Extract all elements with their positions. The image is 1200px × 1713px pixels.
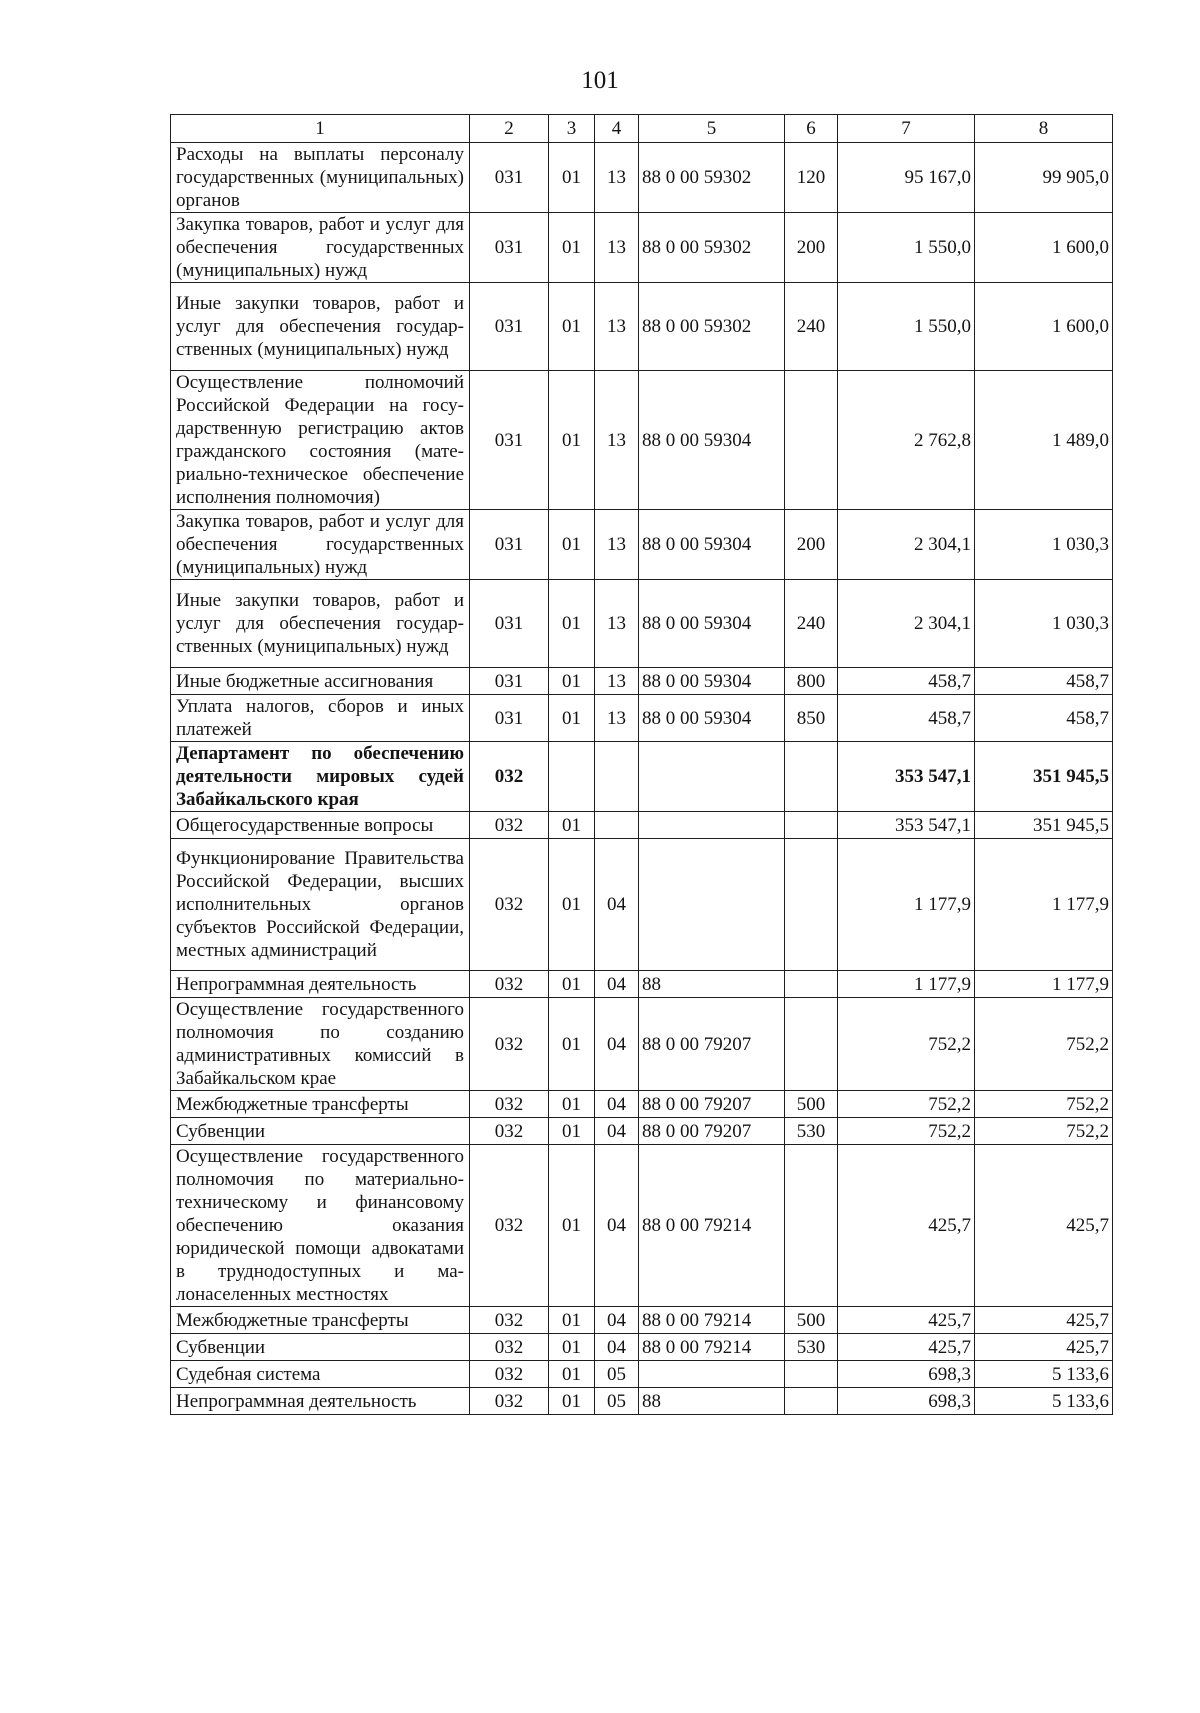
row-code-3-cell: 01 xyxy=(549,580,595,668)
table-row xyxy=(171,580,1113,668)
row-code-5-cell: 88 0 00 59302 xyxy=(639,283,785,371)
header-col-2: 2 xyxy=(470,115,549,143)
row-code-6-cell xyxy=(785,839,838,971)
row-amount-7-cell: 2 762,8 xyxy=(838,371,975,510)
table-row xyxy=(171,213,1113,283)
table-row xyxy=(171,1307,1113,1334)
row-code-6-cell: 120 xyxy=(785,143,838,213)
row-code-6-cell: 530 xyxy=(785,1334,838,1361)
row-code-4-cell: 05 xyxy=(595,1388,639,1415)
row-name-cell: Межбюджетные трансферты xyxy=(171,1307,470,1334)
table-row xyxy=(171,668,1113,695)
table-row xyxy=(171,1145,1113,1307)
row-code-2-cell: 032 xyxy=(470,1334,549,1361)
row-code-5-cell xyxy=(639,742,785,812)
row-amount-8-cell: 425,7 xyxy=(975,1145,1113,1307)
row-code-5-cell: 88 0 00 59304 xyxy=(639,510,785,580)
row-code-3-cell: 01 xyxy=(549,695,595,742)
row-amount-7-cell: 1 550,0 xyxy=(838,213,975,283)
row-amount-7-cell: 1 177,9 xyxy=(838,839,975,971)
row-name-cell: Департамент по обеспечению деятельности мировых судей Забайкальского края xyxy=(171,742,470,812)
row-code-6-cell: 500 xyxy=(785,1091,838,1118)
row-code-5-cell xyxy=(639,1361,785,1388)
row-code-6-cell xyxy=(785,998,838,1091)
row-code-4-cell: 04 xyxy=(595,1091,639,1118)
row-code-2-cell: 031 xyxy=(470,371,549,510)
row-code-6-cell: 200 xyxy=(785,510,838,580)
row-amount-8-cell: 752,2 xyxy=(975,998,1113,1091)
row-amount-8-cell: 752,2 xyxy=(975,1118,1113,1145)
header-col-4: 4 xyxy=(595,115,639,143)
row-code-2-cell: 032 xyxy=(470,839,549,971)
row-code-6-cell xyxy=(785,812,838,839)
row-name-cell: Межбюджетные трансферты xyxy=(171,1091,470,1118)
table-row xyxy=(171,971,1113,998)
row-name-cell: Уплата налогов, сборов и иных платежей xyxy=(171,695,470,742)
row-amount-7-cell: 425,7 xyxy=(838,1145,975,1307)
row-name-cell: Расходы на выплаты персоналу государственных (муниципальных) органов xyxy=(171,143,470,213)
row-code-4-cell: 05 xyxy=(595,1361,639,1388)
row-code-5-cell: 88 0 00 79207 xyxy=(639,1091,785,1118)
row-amount-7-cell: 425,7 xyxy=(838,1334,975,1361)
row-code-3-cell: 01 xyxy=(549,1118,595,1145)
table-row xyxy=(171,998,1113,1091)
row-code-6-cell: 240 xyxy=(785,283,838,371)
row-code-4-cell: 13 xyxy=(595,143,639,213)
row-code-2-cell: 031 xyxy=(470,695,549,742)
row-code-5-cell: 88 0 00 59304 xyxy=(639,695,785,742)
row-code-6-cell: 240 xyxy=(785,580,838,668)
row-code-2-cell: 032 xyxy=(470,1388,549,1415)
row-amount-8-cell: 1 030,3 xyxy=(975,510,1113,580)
row-code-4-cell xyxy=(595,812,639,839)
row-amount-7-cell: 458,7 xyxy=(838,695,975,742)
row-code-4-cell: 04 xyxy=(595,1118,639,1145)
row-code-5-cell: 88 0 00 59302 xyxy=(639,213,785,283)
row-code-2-cell: 032 xyxy=(470,742,549,812)
table-row xyxy=(171,695,1113,742)
row-amount-7-cell: 425,7 xyxy=(838,1307,975,1334)
row-code-5-cell: 88 0 00 79207 xyxy=(639,998,785,1091)
row-code-6-cell: 800 xyxy=(785,668,838,695)
row-code-4-cell xyxy=(595,742,639,812)
row-code-3-cell: 01 xyxy=(549,510,595,580)
row-amount-8-cell: 1 489,0 xyxy=(975,371,1113,510)
header-col-3: 3 xyxy=(549,115,595,143)
row-name-cell: Субвенции xyxy=(171,1334,470,1361)
row-code-2-cell: 032 xyxy=(470,1307,549,1334)
row-code-6-cell xyxy=(785,371,838,510)
row-code-3-cell: 01 xyxy=(549,213,595,283)
row-code-3-cell: 01 xyxy=(549,1334,595,1361)
row-amount-7-cell: 353 547,1 xyxy=(838,742,975,812)
header-col-5: 5 xyxy=(639,115,785,143)
row-name-cell: Судебная система xyxy=(171,1361,470,1388)
row-name-cell: Закупка товаров, работ и услуг для обеспечения государственных (муниципальных) нужд xyxy=(171,213,470,283)
row-amount-7-cell: 752,2 xyxy=(838,998,975,1091)
row-name-cell: Иные закупки товаров, работ и услуг для обеспечения государственных (муниципальных) нужд xyxy=(171,283,470,371)
row-code-2-cell: 032 xyxy=(470,998,549,1091)
table-body xyxy=(171,143,1113,1415)
row-code-3-cell: 01 xyxy=(549,668,595,695)
row-code-4-cell: 13 xyxy=(595,695,639,742)
row-code-3-cell: 01 xyxy=(549,1361,595,1388)
row-name-cell: Непрограммная деятельность xyxy=(171,1388,470,1415)
row-code-3-cell: 01 xyxy=(549,812,595,839)
header-col-7: 7 xyxy=(838,115,975,143)
row-name-cell: Непрограммная деятельность xyxy=(171,971,470,998)
row-code-5-cell: 88 0 00 59304 xyxy=(639,668,785,695)
row-name-cell: Общегосударственные вопросы xyxy=(171,812,470,839)
row-code-4-cell: 04 xyxy=(595,998,639,1091)
table-row xyxy=(171,1334,1113,1361)
row-code-2-cell: 031 xyxy=(470,580,549,668)
row-code-2-cell: 031 xyxy=(470,510,549,580)
row-amount-8-cell: 351 945,5 xyxy=(975,812,1113,839)
header-col-1: 1 xyxy=(171,115,470,143)
row-code-3-cell: 01 xyxy=(549,371,595,510)
row-amount-7-cell: 458,7 xyxy=(838,668,975,695)
page-number: 101 xyxy=(581,67,619,94)
header-col-8: 8 xyxy=(975,115,1113,143)
row-code-5-cell: 88 0 00 59304 xyxy=(639,371,785,510)
row-code-6-cell xyxy=(785,1145,838,1307)
row-code-2-cell: 032 xyxy=(470,1361,549,1388)
row-code-6-cell: 530 xyxy=(785,1118,838,1145)
row-amount-8-cell: 458,7 xyxy=(975,668,1113,695)
budget-table xyxy=(170,114,1113,1415)
row-code-5-cell: 88 xyxy=(639,1388,785,1415)
row-name-cell: Иные закупки товаров, работ и услуг для обеспечения государственных (муниципальных) нужд xyxy=(171,580,470,668)
row-amount-7-cell: 95 167,0 xyxy=(838,143,975,213)
row-code-5-cell: 88 0 00 79214 xyxy=(639,1334,785,1361)
row-amount-7-cell: 1 550,0 xyxy=(838,283,975,371)
row-code-4-cell: 13 xyxy=(595,213,639,283)
row-code-5-cell: 88 0 00 59302 xyxy=(639,143,785,213)
row-code-3-cell: 01 xyxy=(549,839,595,971)
row-code-4-cell: 13 xyxy=(595,371,639,510)
row-name-cell: Иные бюджетные ассигнования xyxy=(171,668,470,695)
row-code-3-cell: 01 xyxy=(549,1145,595,1307)
row-code-4-cell: 13 xyxy=(595,283,639,371)
row-amount-8-cell: 752,2 xyxy=(975,1091,1113,1118)
row-code-5-cell: 88 xyxy=(639,971,785,998)
row-code-2-cell: 032 xyxy=(470,812,549,839)
row-code-4-cell: 04 xyxy=(595,971,639,998)
row-code-3-cell: 01 xyxy=(549,1307,595,1334)
row-amount-7-cell: 353 547,1 xyxy=(838,812,975,839)
row-code-6-cell xyxy=(785,1388,838,1415)
row-amount-8-cell: 1 600,0 xyxy=(975,213,1113,283)
row-code-6-cell xyxy=(785,1361,838,1388)
row-amount-7-cell: 1 177,9 xyxy=(838,971,975,998)
row-code-4-cell: 13 xyxy=(595,580,639,668)
row-code-6-cell: 200 xyxy=(785,213,838,283)
row-code-4-cell: 13 xyxy=(595,510,639,580)
row-code-2-cell: 031 xyxy=(470,283,549,371)
row-code-3-cell: 01 xyxy=(549,1388,595,1415)
row-amount-8-cell: 1 177,9 xyxy=(975,971,1113,998)
row-code-2-cell: 032 xyxy=(470,1118,549,1145)
row-name-cell: Функционирование Правительства Российской Федерации, высших исполнительных органов субъектов Российской Федерации, местных администраций xyxy=(171,839,470,971)
row-code-2-cell: 032 xyxy=(470,1145,549,1307)
row-code-3-cell: 01 xyxy=(549,971,595,998)
row-amount-7-cell: 752,2 xyxy=(838,1118,975,1145)
row-code-3-cell: 01 xyxy=(549,998,595,1091)
row-code-5-cell xyxy=(639,812,785,839)
row-code-3-cell: 01 xyxy=(549,143,595,213)
row-code-2-cell: 031 xyxy=(470,213,549,283)
row-name-cell: Субвенции xyxy=(171,1118,470,1145)
row-code-4-cell: 04 xyxy=(595,839,639,971)
row-amount-8-cell: 99 905,0 xyxy=(975,143,1113,213)
row-code-5-cell: 88 0 00 79207 xyxy=(639,1118,785,1145)
table-row xyxy=(171,283,1113,371)
row-amount-8-cell: 425,7 xyxy=(975,1334,1113,1361)
table-header-row xyxy=(171,115,1113,143)
row-code-5-cell: 88 0 00 79214 xyxy=(639,1307,785,1334)
row-code-2-cell: 032 xyxy=(470,971,549,998)
table-row xyxy=(171,839,1113,971)
row-code-5-cell: 88 0 00 59304 xyxy=(639,580,785,668)
row-amount-7-cell: 698,3 xyxy=(838,1388,975,1415)
row-amount-8-cell: 425,7 xyxy=(975,1307,1113,1334)
row-code-5-cell: 88 0 00 79214 xyxy=(639,1145,785,1307)
row-amount-8-cell: 1 600,0 xyxy=(975,283,1113,371)
row-name-cell: Закупка товаров, работ и услуг для обеспечения государственных (муниципальных) нужд xyxy=(171,510,470,580)
row-code-6-cell xyxy=(785,971,838,998)
row-amount-8-cell: 1 030,3 xyxy=(975,580,1113,668)
row-amount-7-cell: 752,2 xyxy=(838,1091,975,1118)
row-code-5-cell xyxy=(639,839,785,971)
row-code-3-cell: 01 xyxy=(549,1091,595,1118)
row-code-2-cell: 032 xyxy=(470,1091,549,1118)
table-row xyxy=(171,812,1113,839)
row-amount-7-cell: 2 304,1 xyxy=(838,510,975,580)
table-row xyxy=(171,143,1113,213)
row-amount-8-cell: 458,7 xyxy=(975,695,1113,742)
table-row xyxy=(171,1361,1113,1388)
table-row xyxy=(171,742,1113,812)
row-name-cell: Осуществление государственного полномочия по материально-техническому и финансовому обеспечению оказания юридической помощи адвокатами в труднодоступных и малонаселенных местностях xyxy=(171,1145,470,1307)
row-amount-8-cell: 5 133,6 xyxy=(975,1361,1113,1388)
row-amount-8-cell: 351 945,5 xyxy=(975,742,1113,812)
row-amount-8-cell: 1 177,9 xyxy=(975,839,1113,971)
row-amount-8-cell: 5 133,6 xyxy=(975,1388,1113,1415)
row-code-6-cell xyxy=(785,742,838,812)
table-row xyxy=(171,1091,1113,1118)
row-code-4-cell: 04 xyxy=(595,1334,639,1361)
header-col-6: 6 xyxy=(785,115,838,143)
row-code-4-cell: 13 xyxy=(595,668,639,695)
table-row xyxy=(171,510,1113,580)
row-code-4-cell: 04 xyxy=(595,1307,639,1334)
row-name-cell: Осуществление государственного полномочия по созданию административных комиссий в Забайкальском крае xyxy=(171,998,470,1091)
row-amount-7-cell: 2 304,1 xyxy=(838,580,975,668)
table-row xyxy=(171,371,1113,510)
row-code-6-cell: 500 xyxy=(785,1307,838,1334)
table-row xyxy=(171,1388,1113,1415)
row-code-4-cell: 04 xyxy=(595,1145,639,1307)
row-amount-7-cell: 698,3 xyxy=(838,1361,975,1388)
row-code-6-cell: 850 xyxy=(785,695,838,742)
row-code-2-cell: 031 xyxy=(470,143,549,213)
row-code-3-cell: 01 xyxy=(549,283,595,371)
row-code-3-cell xyxy=(549,742,595,812)
row-code-2-cell: 031 xyxy=(470,668,549,695)
row-name-cell: Осуществление полномочий Российской Федерации на государственную регистрацию актов гражданского состояния (материально-техническое обеспечение исполнения полномочия) xyxy=(171,371,470,510)
table-row xyxy=(171,1118,1113,1145)
